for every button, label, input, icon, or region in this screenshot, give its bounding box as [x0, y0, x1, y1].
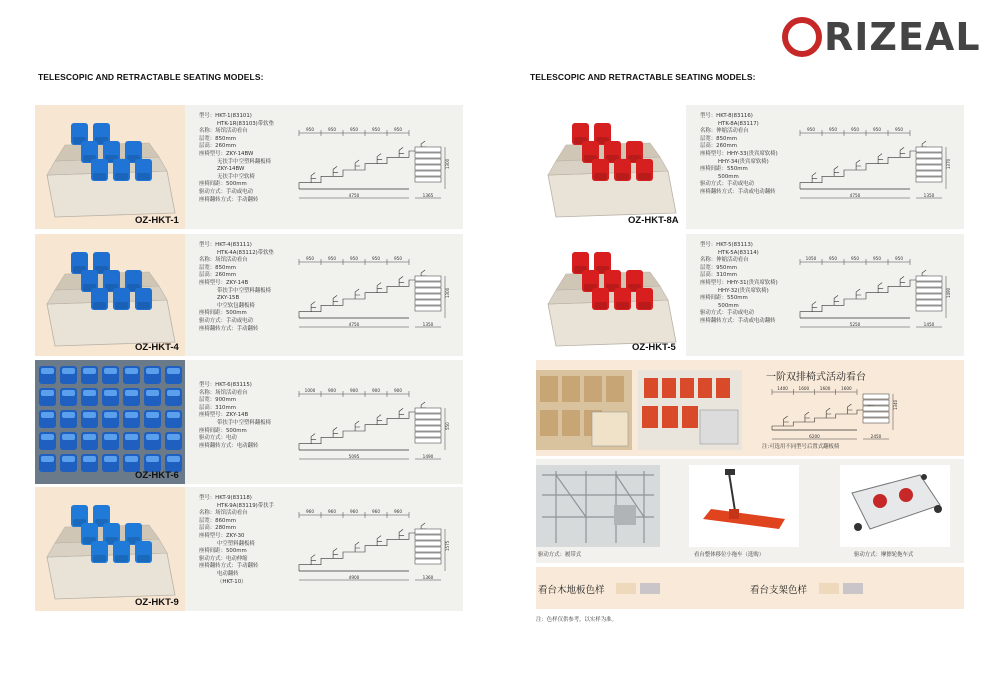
dim-bottom: 4750	[849, 193, 861, 198]
dim-top-2: 1600	[819, 386, 831, 391]
spec-line: 带扶手中空塑料翻板椅	[217, 419, 271, 426]
dim-top-4: 950	[895, 127, 903, 132]
model-photo	[35, 360, 185, 484]
spec-line: 层宽：950mm	[700, 264, 737, 271]
dim-height: 1300	[445, 158, 450, 169]
spec-line: 座椅型号：ZKY-14BW	[199, 150, 254, 157]
model-specs	[199, 495, 274, 586]
dim-top-1: 950	[829, 127, 837, 132]
double-row-photo-wood	[536, 370, 632, 450]
spec-line: （HKT-10）	[217, 578, 247, 585]
dim-top-4: 960	[394, 509, 402, 514]
spec-line: 名称：场馆活动看台	[199, 389, 248, 396]
model-card-hkt-8a	[536, 105, 964, 229]
dim-top-1: 960	[328, 509, 336, 514]
accessories-section	[536, 459, 964, 563]
model-specs	[199, 242, 274, 333]
spec-line: 座椅翻转方式：手动翻转	[199, 196, 259, 203]
dim-right: 1365	[422, 193, 434, 198]
wood-swatch-grey	[640, 583, 660, 594]
dim-top-3: 950	[873, 256, 881, 261]
dim-top-2: 950	[851, 127, 859, 132]
model-drawing	[289, 252, 449, 332]
dim-top-0: 1000	[304, 388, 316, 393]
model-photo	[35, 105, 185, 229]
spec-line: HTK-5A(83114)	[718, 249, 759, 256]
dim-top-2: 950	[851, 256, 859, 261]
dim-top-1: 1600	[798, 386, 810, 391]
model-specs	[199, 382, 271, 450]
model-photo	[536, 105, 686, 229]
dim-top-3: 960	[372, 509, 380, 514]
model-specs	[199, 113, 274, 204]
logo-emblem-icon	[782, 17, 822, 57]
left-section-title: TELESCOPIC AND RETRACTABLE SEATING MODELS:	[38, 72, 264, 82]
model-drawing	[790, 252, 950, 332]
spec-line: 座椅翻转方式：手动翻转	[199, 563, 259, 570]
dim-height: 1300	[445, 287, 450, 298]
dim-height: 1575	[445, 540, 450, 551]
spec-line: 驱动方式：电动	[199, 435, 237, 442]
spec-line: 座椅型号：ZKY-30	[199, 532, 245, 539]
model-code: OZ-HKT-5	[632, 342, 676, 353]
model-code: OZ-HKT-8A	[628, 215, 679, 226]
spec-line: 名称：场馆活动看台	[199, 510, 248, 517]
dim-top-3: 950	[372, 127, 380, 132]
model-card-hkt-1	[35, 105, 463, 229]
spec-line: HHY-34(贵宾席软椅)	[718, 158, 769, 165]
model-code: OZ-HKT-9	[135, 597, 179, 608]
frame-swatch-label: 看台支架色样	[750, 585, 808, 596]
spec-line: 名称：场馆活动看台	[199, 257, 248, 264]
double-row-note: 注:可选用不同型号后置式翻板椅	[762, 444, 840, 450]
double-row-heading: 一阶双排椅式活动看台	[766, 372, 866, 383]
spec-line: 名称：伸缩活动看台	[700, 128, 749, 135]
wood-swatch-label: 看台木地板色样	[538, 585, 605, 596]
brand-name: RIZEAL	[824, 15, 981, 59]
model-photo	[35, 234, 185, 356]
model-specs	[700, 242, 778, 326]
spec-line: 座椅型号：HHY-33(贵宾席软椅)	[700, 150, 778, 157]
pallet-cart-photo	[689, 465, 799, 547]
spec-line: 驱动方式：手动或电动	[199, 317, 253, 324]
dim-top-2: 950	[350, 256, 358, 261]
spec-line: 型号：HKT-8(83116)	[700, 113, 753, 119]
spec-line: 座椅翻转方式：手动或电动翻转	[700, 317, 776, 324]
dim-bottom: 4750	[348, 193, 360, 198]
spec-line: ZKY-14BW	[217, 166, 245, 173]
spec-line: 名称：场馆活动看台	[199, 128, 248, 135]
dim-right: 1360	[422, 575, 434, 580]
spec-line: 层宽：900mm	[199, 397, 236, 404]
spec-line: 座椅翻转方式：电动翻转	[199, 442, 259, 449]
model-drawing	[289, 384, 449, 464]
model-card-hkt-6	[35, 360, 463, 484]
spec-line: 驱动方式：手动或电动	[700, 310, 754, 317]
model-photo	[35, 487, 185, 611]
double-row-photo-red	[638, 370, 742, 450]
dim-right: 1350	[923, 193, 935, 198]
spec-line: 座椅型号：ZKY-14B	[199, 279, 249, 286]
spec-line: 无扶手中空软椅	[217, 173, 255, 180]
footnote: 注：色样仅供参考，以实样为准。	[536, 617, 617, 623]
dim-height: 1370	[946, 158, 951, 169]
spec-line: 型号：HKT-6(83115)	[199, 382, 252, 388]
frame-swatch-beige	[819, 583, 839, 594]
spec-line: 无扶手中空塑料翻板椅	[217, 158, 271, 165]
spec-line: 座椅间距：550mm	[700, 166, 748, 173]
spec-line: 层宽：850mm	[199, 135, 236, 142]
spec-line: 层高：310mm	[700, 272, 737, 279]
model-card-hkt-9	[35, 487, 463, 611]
model-card-hkt-5	[536, 234, 964, 356]
dim-top-3: 900	[372, 388, 380, 393]
spec-line: 层高：260mm	[199, 272, 236, 279]
spec-line: HTK-8A(83117)	[718, 120, 759, 127]
dim-top-4: 950	[895, 256, 903, 261]
spec-line: HTK-1R(83103)带软垫	[217, 120, 274, 127]
spec-line: 座椅翻转方式：手动或电动翻转	[700, 188, 776, 195]
dim-top-4: 900	[394, 388, 402, 393]
model-drawing	[289, 505, 449, 585]
dim-top-0: 1400	[777, 386, 788, 391]
spec-line: 座椅间距：500mm	[199, 548, 247, 555]
model-drawing	[289, 123, 449, 203]
accessory-caption-friction: 驱动方式：摩擦轮拖车式	[854, 552, 914, 558]
double-row-section	[536, 360, 964, 456]
spec-line: 电动翻转	[217, 570, 239, 577]
accessory-caption-cart: 看台整体移位小拖车（选购）	[694, 552, 765, 558]
dim-bottom: 5095	[348, 454, 360, 459]
spec-line: 座椅间距：500mm	[199, 181, 247, 188]
dim-top-1: 900	[328, 388, 336, 393]
spec-line: 型号：HKT-4(83111)	[199, 242, 252, 248]
frame-swatch-grey	[843, 583, 863, 594]
dim-top-2: 960	[350, 509, 358, 514]
model-code: OZ-HKT-6	[135, 470, 179, 481]
spec-line: 层宽：850mm	[700, 135, 737, 142]
friction-wheel-photo	[840, 465, 950, 547]
spec-line: 座椅间距：500mm	[199, 310, 247, 317]
spec-line: 中空软包翻板椅	[217, 302, 255, 309]
model-code: OZ-HKT-4	[135, 342, 179, 353]
spec-line: 层宽：860mm	[199, 517, 236, 524]
spec-line: 座椅型号：ZKY-14B	[199, 412, 249, 419]
spec-line: 座椅间距：550mm	[700, 295, 748, 302]
brand-logo	[782, 14, 982, 60]
model-card-hkt-4	[35, 234, 463, 356]
dim-top-0: 950	[807, 127, 815, 132]
spec-line: 型号：HKT-1(83101)	[199, 113, 252, 119]
model-drawing	[790, 123, 950, 203]
spec-line: 层高：260mm	[700, 143, 737, 150]
dim-right: 1450	[923, 322, 935, 327]
spec-line: 层宽：850mm	[199, 264, 236, 271]
spec-line: 座椅型号：HHY-31(贵宾席软椅)	[700, 279, 778, 286]
wood-swatch-beige	[616, 583, 636, 594]
dim-top-3: 950	[873, 127, 881, 132]
dim-bottom: 6200	[809, 434, 820, 439]
spec-line: HTK-4A(83112)带软垫	[217, 249, 274, 256]
dim-top-3: 1600	[841, 386, 852, 391]
dim-bottom: 4750	[348, 322, 360, 327]
spec-line: 驱动方式：手动或电动	[199, 188, 253, 195]
dim-top-0: 950	[306, 127, 314, 132]
model-specs	[700, 113, 778, 197]
spec-line: 500mm	[718, 302, 739, 309]
dim-top-0: 1050	[805, 256, 817, 261]
dim-top-1: 950	[328, 256, 336, 261]
dim-height: 550	[445, 422, 450, 430]
spec-line: 驱动方式：电动伸缩	[199, 555, 248, 562]
dim-top-2: 950	[350, 127, 358, 132]
model-photo	[536, 234, 686, 356]
accessory-caption-track: 驱动方式：履带式	[538, 552, 582, 558]
spec-line: HTK-9A(83119)带扶手	[217, 502, 274, 509]
double-row-drawing	[762, 382, 897, 444]
dim-right: 1350	[422, 322, 434, 327]
dim-top-0: 950	[306, 256, 314, 261]
model-code: OZ-HKT-1	[135, 215, 179, 226]
spec-line: 层高：260mm	[199, 143, 236, 150]
spec-line: 中空塑料翻板椅	[217, 540, 255, 547]
spec-line: 座椅翻转方式：手动翻转	[199, 325, 259, 332]
spec-line: 型号：HKT-9(83118)	[199, 495, 252, 501]
dim-bottom: 5250	[849, 322, 861, 327]
dim-top-0: 960	[306, 509, 314, 514]
dim-top-3: 950	[372, 256, 380, 261]
spec-line: HHY-32(贵宾席软椅)	[718, 287, 769, 294]
dim-top-4: 950	[394, 127, 402, 132]
dim-top-1: 950	[328, 127, 336, 132]
dim-top-1: 950	[829, 256, 837, 261]
swatches-section	[536, 567, 964, 609]
dim-bottom: 4900	[348, 575, 360, 580]
dim-right: 1490	[422, 454, 434, 459]
track-drive-photo	[536, 465, 660, 547]
dim-height: 1340	[893, 399, 898, 410]
spec-line: 座椅间距：500mm	[199, 427, 247, 434]
spec-line: 驱动方式：手动或电动	[700, 181, 754, 188]
dim-height: 1490	[946, 287, 951, 298]
spec-line: 带扶手中空塑料翻板椅	[217, 287, 271, 294]
right-section-title: TELESCOPIC AND RETRACTABLE SEATING MODELS:	[530, 72, 756, 82]
spec-line: 型号：HKT-5(83113)	[700, 242, 753, 248]
spec-line: 层高：280mm	[199, 525, 236, 532]
dim-top-2: 900	[350, 388, 358, 393]
dim-top-4: 950	[394, 256, 402, 261]
spec-line: 500mm	[718, 173, 739, 180]
spec-line: ZKY-15B	[217, 295, 240, 302]
dim-right: 2450	[870, 434, 882, 439]
spec-line: 名称：伸缩活动看台	[700, 257, 749, 264]
spec-line: 层高：310mm	[199, 404, 236, 411]
